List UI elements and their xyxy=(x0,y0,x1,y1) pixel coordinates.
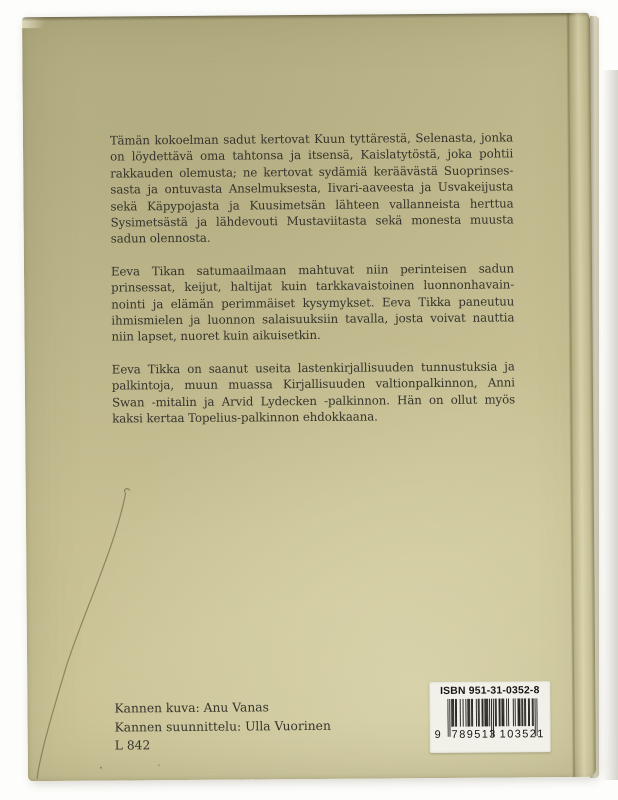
blurb-line: Eeva Tikka on saanut useita lastenkirjallisuuden tunnustuksia ja xyxy=(111,359,515,377)
blurb-line: niin lapset, nuoret kuin aikuisetkin. xyxy=(111,328,321,345)
blurb-line: sekä Käpypojasta ja Kuusimetsän lähteen vallanneista herttua xyxy=(110,196,514,214)
book-back-cover xyxy=(22,13,596,781)
credit-code: L 842 xyxy=(114,738,151,753)
blurb-text xyxy=(110,129,515,443)
ean-digits-left: 789513 xyxy=(451,728,497,741)
right-edge-shadow xyxy=(602,70,618,780)
isbn-text: ISBN 951-31-0352-8 xyxy=(440,685,540,697)
blurb-line: Swan -mitalin ja Arvid Lydecken -palkinnon. Hän on ollut myös xyxy=(111,392,516,410)
blurb-paragraph xyxy=(110,129,514,247)
barcode-label xyxy=(429,681,551,753)
blurb-line: Eeva Tikan satumaailmaan mahtuvat niin perinteisen sadun xyxy=(110,261,515,279)
blurb-line: Sysimetsästä ja lähdevouti Mustaviitasta sekä monesta muusta xyxy=(110,212,514,230)
book-top-edge xyxy=(22,13,590,21)
paper-speck xyxy=(158,764,160,766)
blurb-line: palkintoja, muun muassa Kirjallisuuden valtionpalkinnon, Anni xyxy=(111,375,515,393)
credits-block xyxy=(114,698,331,755)
credit-cover-image: Kannen kuva: Anu Vanas xyxy=(114,700,269,716)
blurb-line: nointi ja elämän perimmäiset kysymykset. Eeva Tikka paneutuu xyxy=(111,294,515,312)
blurb-line: on löydettävä oma tahtonsa ja itsensä, Kaislatytöstä, joka pohtii xyxy=(110,146,514,164)
blurb-line: sasta ja ontuvasta Anselmuksesta, Iivari-aaveesta ja Usvakeijusta xyxy=(110,179,514,197)
blurb-paragraph xyxy=(112,358,516,427)
paper-speck xyxy=(100,767,102,769)
ean-digits xyxy=(432,728,549,741)
blurb-line: kaksi kertaa Topelius-palkinnon ehdokkaana. xyxy=(112,409,378,426)
blurb-line: prinsessat, keijut, haltijat kuin tarkkavaistoinen luonnonhavain- xyxy=(111,277,515,295)
blurb-line: ihmismielen ja luonnon salaisuuksiin tavalla, josta voivat nauttia xyxy=(111,310,515,328)
credit-cover-design: Kannen suunnittelu: Ulla Vuorinen xyxy=(114,718,331,735)
blurb-line: sadun olennosta. xyxy=(110,231,211,246)
ean-digit-prefix: 9 xyxy=(434,728,441,742)
blurb-line: Tämän kokoelman sadut kertovat Kuun tyttärestä, Selenasta, jonka xyxy=(109,130,514,148)
blurb-paragraph xyxy=(111,260,515,345)
blurb-line: rakkauden olemusta; ne kertovat sydämiä keräävästä Suoprinses- xyxy=(110,163,514,181)
ean-digits-right: 103521 xyxy=(499,728,545,741)
